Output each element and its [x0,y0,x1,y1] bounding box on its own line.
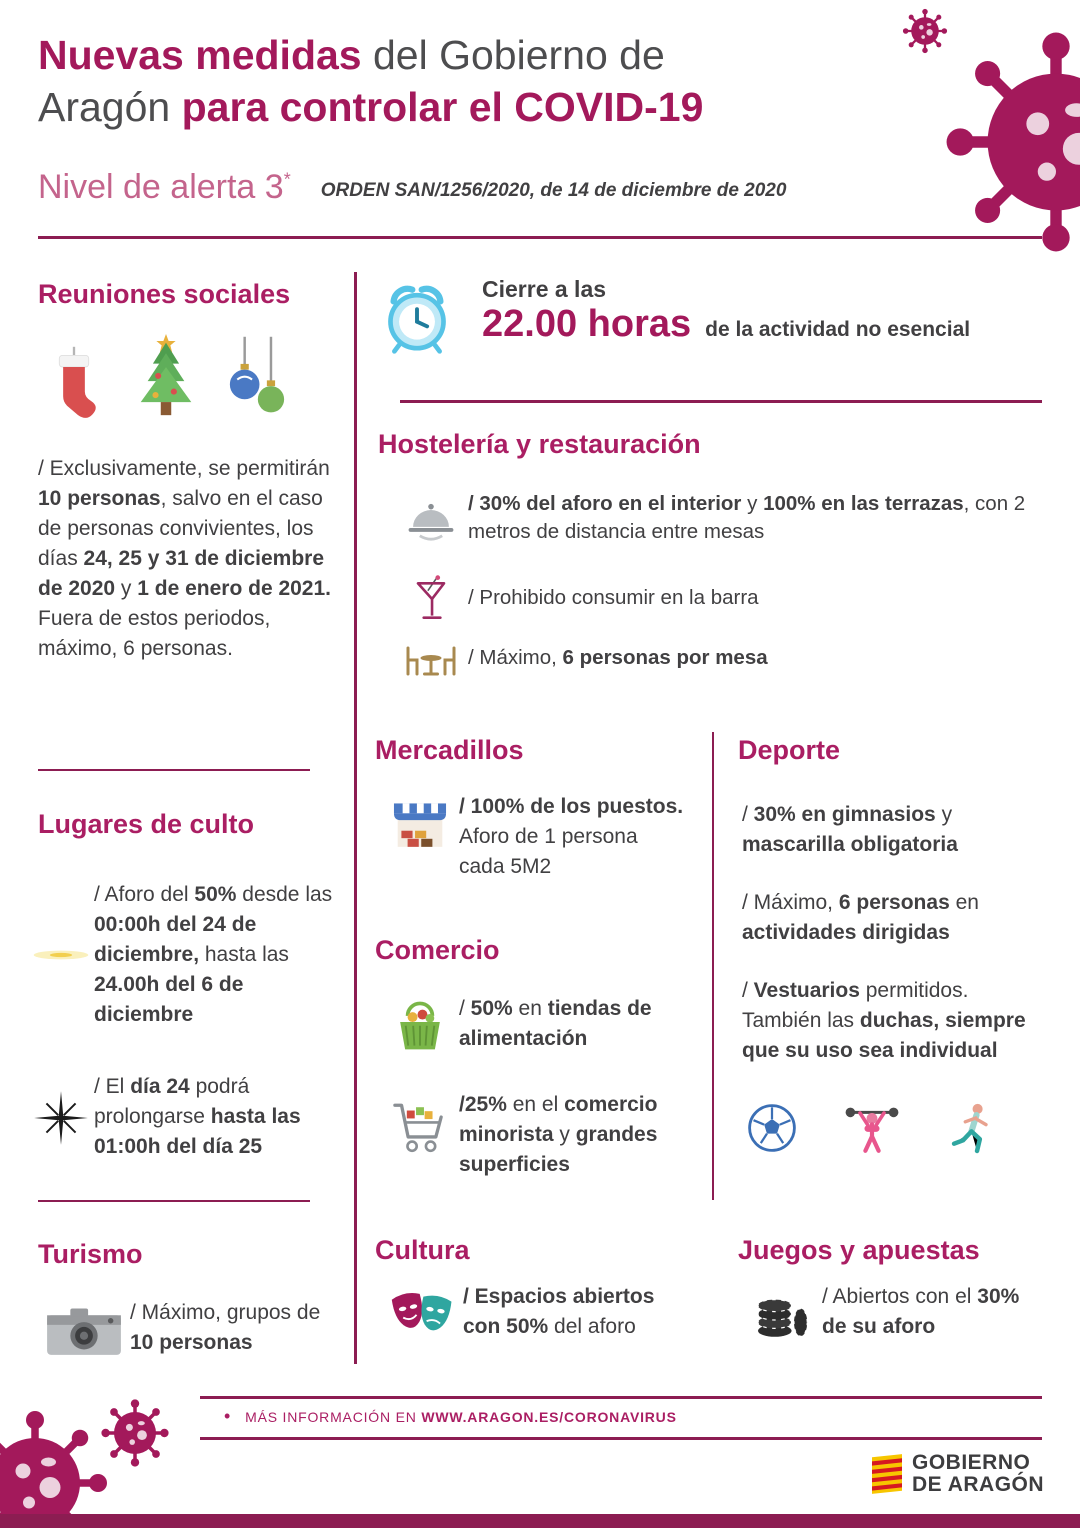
column-vertical-divider [712,732,714,1200]
section-title-culto: Lugares de culto [38,809,255,839]
footer-divider-bottom [200,1437,1042,1440]
logo-line1: GOBIERNO [912,1451,1031,1474]
alert-asterisk: * [283,169,291,190]
candle-glow-icon [28,880,94,1030]
table-chairs-icon [394,632,468,686]
logo-line2: DE ARAGÓN [912,1473,1045,1497]
mercadillos-item [381,792,689,882]
runner-icon [944,1100,1000,1156]
virus-icon [942,28,1080,256]
section-title-hosteleria: Hostelería y restauración [378,429,701,459]
market-stall-icon [381,792,459,862]
section-title-turismo: Turismo [38,1239,143,1269]
christmas-stocking-icon [43,344,105,424]
alarm-clock-icon [378,278,456,356]
deporte-item-1: / 30% en gimnasios y mascarilla obligatoria [742,803,958,857]
header-divider [38,236,1042,239]
cultura-item [381,1282,689,1348]
order-reference: ORDEN SAN/1256/2020, de 14 de diciembre de 2020 [320,180,787,201]
hosteleria-item-2-text: / Prohibido consumir en la barra [468,586,759,609]
juegos-section [738,1236,1040,1346]
cultura-section [375,1236,689,1348]
section-title-deporte: Deporte [738,735,841,765]
deporte-section [738,730,1040,1210]
christmas-icons-row [38,334,328,434]
divider [38,1200,310,1202]
sports-icons-row [744,1098,1000,1158]
weightlifter-icon [842,1098,902,1158]
poker-chips-icon [742,1282,822,1346]
section-title-reuniones: Reuniones sociales [38,279,291,309]
shopping-cart-icon [381,1090,459,1168]
camera-icon [38,1298,130,1364]
culto-item-2-text: / El día 24 podrá prolongarse hasta las 01:00h del día 25 [94,1075,301,1159]
cocktail-icon [394,572,468,628]
closure-line2: de la actividad no esencial [705,318,971,341]
left-column [38,272,335,1372]
footer-bullet: • [224,1406,232,1426]
alert-row [38,168,786,207]
footer-info-text: MÁS INFORMACIÓN EN WWW.ARAGON.ES/CORONAVIRUS [245,1408,677,1425]
mercadillos-item-text: / 100% de los puestos. Aforo de 1 persona cada 5M2 [459,795,684,879]
bottom-bar [0,1514,1080,1528]
divider [38,769,310,771]
closure-line1: Cierre a las [482,276,607,302]
hosteleria-item-3-text: / Máximo, 6 personas por mesa [468,646,768,669]
gobierno-aragon-logo [872,1452,1044,1496]
christmas-tree-icon [126,334,206,430]
juegos-item [742,1282,1040,1346]
juegos-item-text: / Abiertos con el 30% de su aforo [822,1284,1020,1338]
closure-time: 22.00 horas [482,303,692,345]
hosteleria-section [378,424,1040,714]
alert-level: Nivel de alerta 3* [38,168,291,206]
section-title-comercio: Comercio [375,935,500,965]
title-rest-2: Aragón [38,83,182,130]
footer-info [224,1406,677,1427]
culto-item-2 [28,1072,336,1164]
hosteleria-item-1-text: / 30% del aforo en el interior y 100% en las terrazas, con 2 metros de distancia entre mesas [468,492,1026,543]
main-vertical-divider [354,272,357,1364]
section-title-cultura: Cultura [375,1235,470,1265]
footer-divider-top [200,1396,1042,1399]
title-accent-2: para controlar el COVID-19 [181,83,704,130]
ornaments-icon [220,336,294,428]
cloche-icon [394,490,468,548]
theater-masks-icon [381,1282,463,1348]
page-title [38,30,703,133]
comercio-item-1-text: / 50% en tiendas de alimentación [459,997,652,1051]
reuniones-body: / Exclusivamente, se permitirán 10 personas, salvo en el caso de personas convivientes, los días 24, 25 y 31 de diciembre de 2020 y 1 de enero de 2021. Fuera de estos periodos, máximo, 6 personas. [38,457,332,661]
divider [400,400,1042,403]
virus-icon [100,1398,170,1468]
comercio-item-2 [381,1090,689,1180]
virus-icon [0,1408,110,1528]
deporte-item-2: / Máximo, 6 personas en actividades dirigidas [742,891,979,945]
soccer-ball-icon [744,1100,800,1156]
title-accent-1: Nuevas medidas [38,32,362,78]
sparkle-star-icon [28,1072,94,1164]
hosteleria-item-3 [394,632,1034,686]
title-rest-1: del Gobierno de [361,32,665,78]
hosteleria-item-2 [394,572,1034,628]
comercio-item-2-text: /25% en el comercio minorista y grandes superficies [459,1093,658,1177]
middle-column [375,730,689,1210]
comercio-item-1 [381,994,689,1060]
section-title-mercadillos: Mercadillos [375,735,524,765]
section-title-juegos: Juegos y apuestas [738,1235,980,1265]
deporte-item-3: / Vestuarios permitidos. También las duchas, siempre que su uso sea individual [742,979,1026,1063]
culto-item-1 [28,880,336,1030]
turismo-item-text: / Máximo, grupos de 10 personas [130,1301,321,1355]
aragon-flag-icon [872,1455,902,1493]
footer-info-link[interactable]: WWW.ARAGON.ES/CORONAVIRUS [421,1408,677,1425]
shopping-basket-icon [381,994,459,1060]
culto-item-1-text: / Aforo del 50% desde las 00:00h del 24 de diciembre, hasta las 24.00h del 6 de diciembre [94,883,333,1027]
turismo-item [38,1298,338,1364]
cultura-item-text: / Espacios abiertos con 50% del aforo [463,1284,655,1338]
hosteleria-item-1 [394,490,1034,548]
